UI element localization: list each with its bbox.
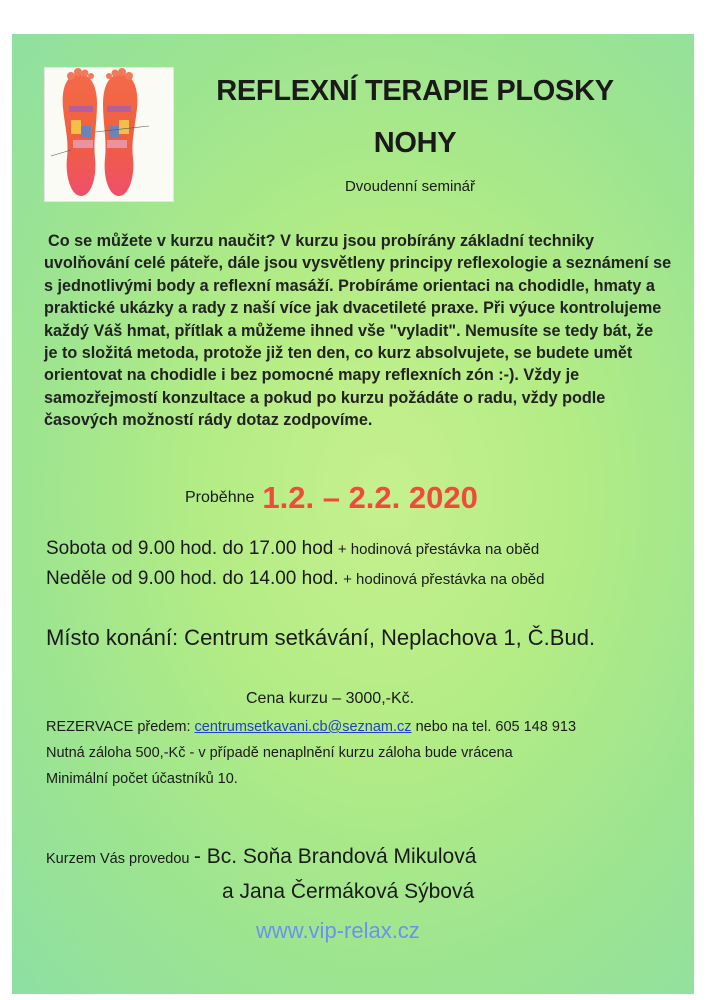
- reservation-line: [46, 719, 576, 735]
- min-participants: Minimální počet účastníků 10.: [46, 771, 238, 787]
- email-link[interactable]: centrumsetkavani.cb@seznam.cz: [194, 719, 412, 735]
- deposit-info: Nutná záloha 500,-Kč - v případě nenaplnění kurzu záloha bude vrácena: [46, 745, 513, 761]
- intro-line: každý Váš hmat, přítlak a můžeme ihned vše "vyladit". Nemusíte se tedy bát, že: [44, 321, 654, 340]
- sunday-hours: Neděle od 9.00 hod. do 14.00 hod.: [46, 568, 339, 589]
- saturday-schedule: [46, 538, 539, 560]
- course-price: Cena kurzu – 3000,-Kč.: [246, 690, 415, 707]
- saturday-hours: Sobota od 9.00 hod. do 17.00 hod: [46, 538, 334, 559]
- reservation-phone: nebo na tel. 605 148 913: [415, 719, 577, 735]
- subtitle: Dvoudenní seminář: [344, 178, 476, 195]
- sunday-schedule: [46, 568, 545, 590]
- lecturers-line: [46, 845, 476, 869]
- intro-line: Co se můžete v kurzu naučit? V kurzu jsou probírány základní techniky: [48, 232, 595, 250]
- event-date-row: [185, 480, 478, 516]
- sunday-note: + hodinová přestávka na oběd: [343, 571, 545, 588]
- foot-map-icon: [45, 68, 173, 201]
- intro-line: praktické ukázky a rady z naší více jak dvacetileté praxe. Při výuce kontrolujeme: [44, 299, 662, 318]
- title-line-1: REFLEXNÍ TERAPIE PLOSKY: [216, 75, 614, 107]
- intro-paragraph: [44, 230, 674, 432]
- reservation-label: REZERVACE předem:: [46, 719, 191, 735]
- venue: Místo konání: Centrum setkávání, Neplachova 1, Č.Bud.: [46, 625, 596, 650]
- lecturers-label: Kurzem Vás provedou: [46, 851, 190, 867]
- lecturer-1: - Bc. Soňa Brandová Mikulová: [193, 845, 477, 868]
- intro-line: uvolňování celé páteře, dále jsou vysvětleny principy reflexologie a seznámení se: [44, 254, 672, 273]
- lecturer-2: a Jana Čermáková Sýbová: [222, 880, 475, 903]
- intro-line: s jednotlivými body a reflexní masáží. Probíráme orientaci na chodidle, hmaty a: [44, 276, 655, 295]
- intro-line: samozřejmostí konzultace a pokud po kurzu požádáte o radu, vždy podle: [44, 388, 606, 407]
- foot-reflexology-map-image: [44, 67, 174, 202]
- title-line-2: NOHY: [373, 127, 457, 159]
- date-label: Proběhne: [185, 489, 255, 506]
- intro-line: orientovat na chodidle i bez pomocné mapy reflexních zón :-). Vždy je: [44, 366, 580, 385]
- website-link[interactable]: www.vip-relax.cz: [256, 918, 420, 943]
- saturday-note: + hodinová přestávka na oběd: [337, 541, 540, 558]
- intro-line: časových možností rády dotaz zodpovíme.: [44, 411, 373, 430]
- event-date: 1.2. – 2.2. 2020: [262, 480, 478, 515]
- intro-line: je to složitá metoda, protože již ten den, co kurz absolvujete, se budete umět: [44, 344, 633, 363]
